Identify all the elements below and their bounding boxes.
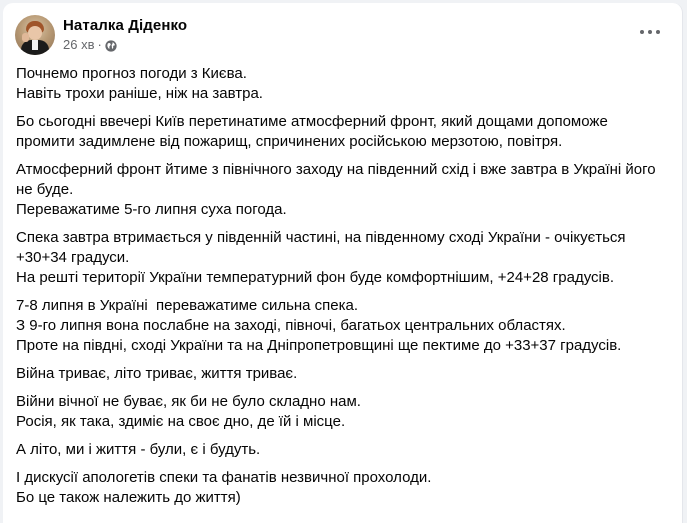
text-line: З 9-го липня вона послабне на заході, півночі, багатьох центральних областях. [16, 317, 566, 334]
text-line: Війни вічної не буває, як би не було складно нам. [16, 393, 361, 410]
paragraph [16, 64, 666, 104]
paragraph [16, 296, 666, 356]
text-line: +30+34 градуси. [16, 249, 130, 266]
text-line: промити задимлене від пожарищ, спричинених російською мерзотою, повітря. [16, 133, 563, 150]
text-line: Бо сьогодні ввечері Київ перетинатиме атмосферний фронт, який дощами допоможе [16, 113, 608, 130]
post-meta [63, 16, 187, 54]
post-header [15, 15, 187, 55]
avatar[interactable] [15, 15, 55, 55]
post-subline [63, 36, 187, 54]
post-card [3, 3, 683, 523]
text-line: Переважатиме 5-го липня суха погода. [16, 201, 287, 218]
post-timestamp[interactable]: 26 хв [63, 37, 95, 52]
text-line: Росія, як така, здиміє на своє дно, де їй і місце. [16, 413, 346, 430]
author-name[interactable]: Наталка Діденко [63, 17, 188, 34]
text-line: Бо це також належить до життя) [16, 489, 241, 506]
text-line: І дискусії апологетів спеки та фанатів незвичної прохолоди. [16, 469, 432, 486]
paragraph [16, 228, 666, 288]
text-line: Проте на півдні, сході України та на Дніпропетровщині ще пектиме до +33+37 градусів. [16, 337, 622, 354]
text-line: Навіть трохи раніше, ніж на завтра. [16, 85, 263, 102]
paragraph [16, 440, 666, 460]
globe-icon[interactable] [105, 39, 117, 51]
more-options-icon[interactable] [640, 27, 660, 37]
text-line: На решті території України температурний фон буде комфортнішим, +24+28 градусів. [16, 269, 615, 286]
post-body [16, 64, 666, 516]
paragraph [16, 392, 666, 432]
text-line: не буде. [16, 181, 74, 198]
text-line: Атмосферний фронт йтиме з північного заходу на південний схід і вже завтра в Україні його [16, 161, 656, 178]
paragraph [16, 468, 666, 508]
separator: · [97, 37, 102, 52]
text-line: 7-8 липня в Україні переважатиме сильна спека. [16, 297, 359, 314]
paragraph [16, 364, 666, 384]
text-line: Війна триває, літо триває, життя триває. [16, 365, 298, 382]
text-line: Спека завтра втримається у південній частині, на південному сході України - очікується [16, 229, 626, 246]
paragraph [16, 112, 666, 152]
text-line: Почнемо прогноз погоди з Києва. [16, 65, 247, 82]
text-line: А літо, ми і життя - були, є і будуть. [16, 441, 261, 458]
paragraph [16, 160, 666, 220]
